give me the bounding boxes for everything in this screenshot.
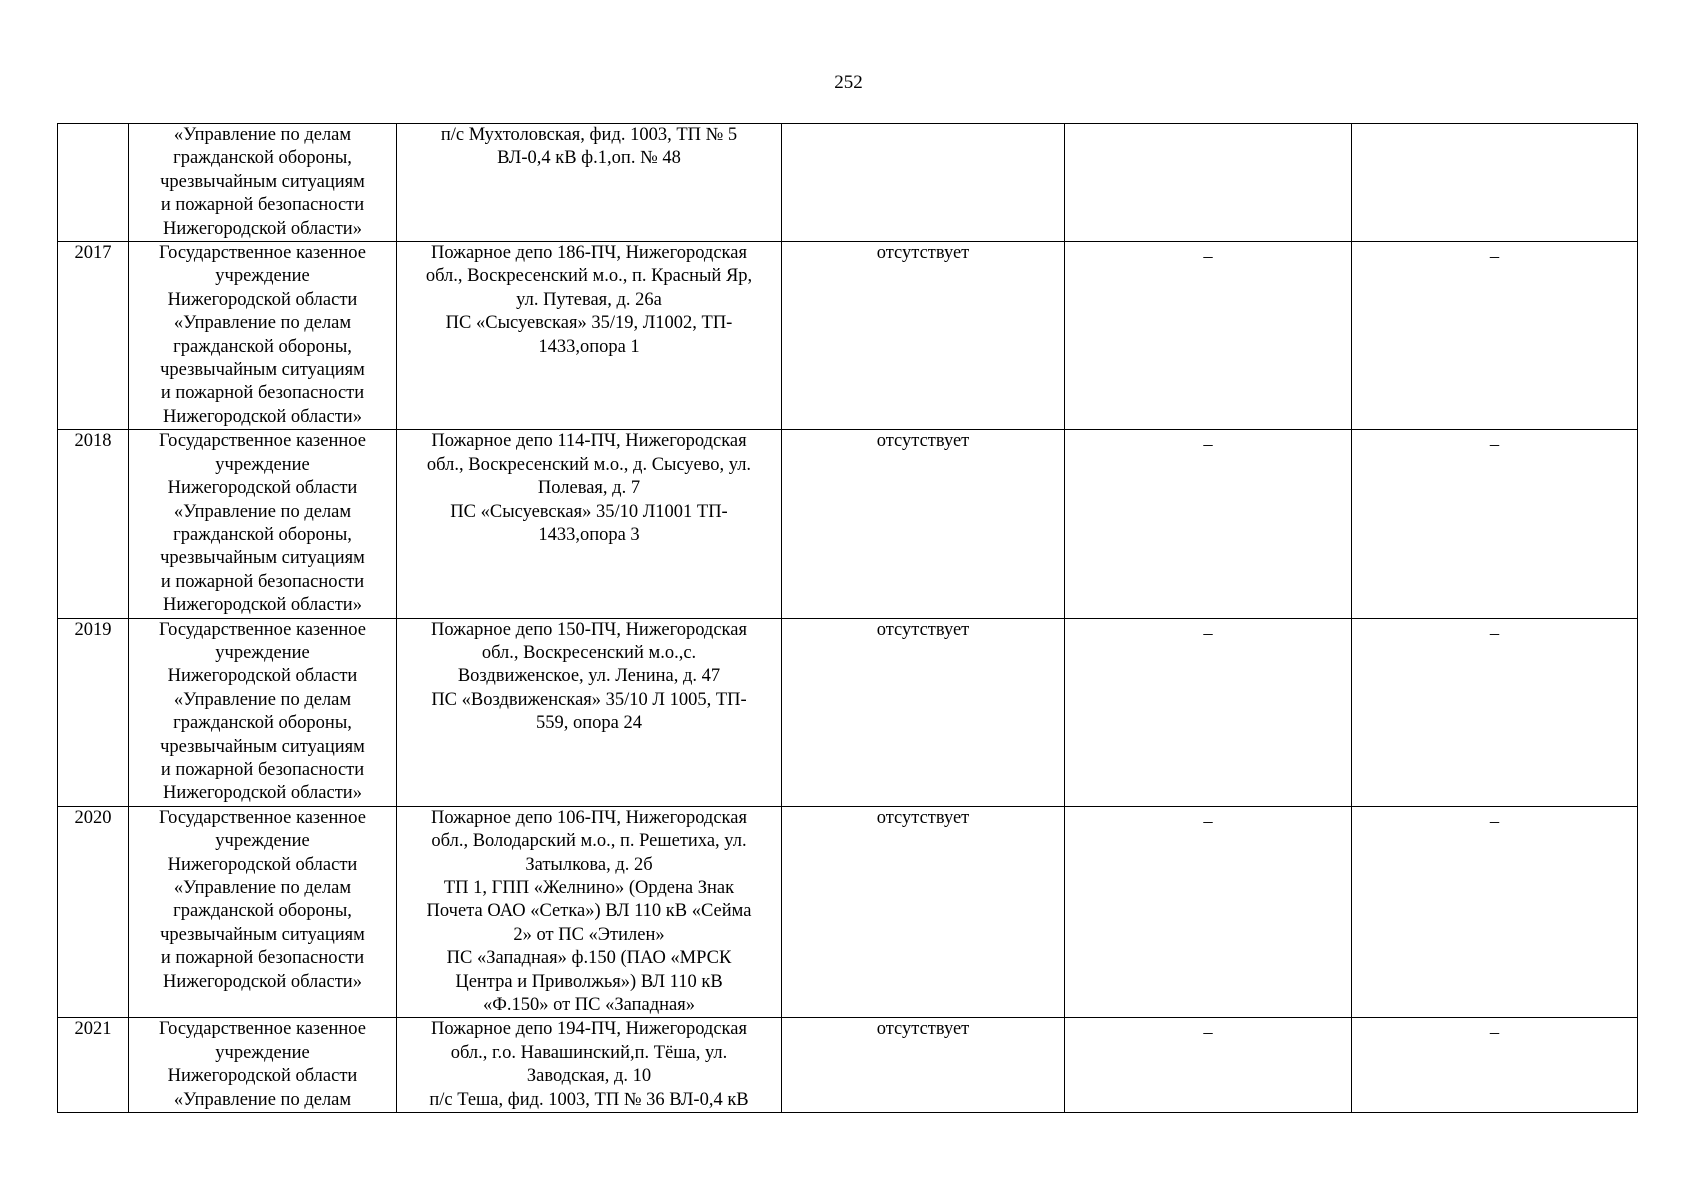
column5-cell: [1065, 430, 1352, 618]
row-number-cell: [58, 242, 129, 430]
address-cell: [397, 618, 782, 806]
network-connection: ПС «Сысуевская» 35/10 Л1001 ТП- 1433,опора 3: [450, 501, 728, 545]
status-cell: [782, 806, 1065, 1018]
row-number: 2021: [74, 1019, 112, 1040]
organization-name: «Управление по делам гражданской обороны, чрезвычайным ситуациям и пожарной безопасности Нижегородской области»: [160, 125, 365, 239]
column6-cell: [1352, 806, 1638, 1018]
column6-value: –: [1489, 247, 1500, 268]
status-cell: [782, 242, 1065, 430]
network-connection: п/с Теша, фид. 1003, ТП № 36 ВЛ-0,4 кВ: [429, 1089, 749, 1110]
network-connection: ТП 1, ГПП «Желнино» (Ордена Знак Почета ОАО «Сетка») ВЛ 110 кВ «Сейма 2» от ПС «Этилен» ПС «Западная» ф.150 (ПАО «МРСК Центра и Приволжья») ВЛ 110 кВ «Ф.150» от ПС «Западная»: [426, 878, 752, 1016]
organization-name: Государственное казенное учреждение Нижегородской области «Управление по делам гражданской обороны, чрезвычайным ситуациям и пожарной безопасности Нижегородской области»: [159, 243, 366, 427]
address-cell: [397, 806, 782, 1018]
column6-value: –: [1489, 623, 1500, 644]
status-text: отсутствует: [876, 807, 970, 828]
status-text: отсутствует: [876, 243, 970, 264]
status-cell: [782, 124, 1065, 242]
row-number: 2018: [74, 431, 112, 452]
table-row: [58, 618, 1638, 806]
address-cell: [397, 124, 782, 242]
table-row: [58, 806, 1638, 1018]
column5-cell: [1065, 1018, 1352, 1113]
row-number-cell: [58, 1018, 129, 1113]
address-cell: [397, 242, 782, 430]
object-address: Пожарное депо 150-ПЧ, Нижегородская обл., Воскресенский м.о.,с. Воздвиженское, ул. Ленина, д. 47: [431, 619, 747, 687]
table-row: [58, 124, 1638, 242]
organization-name: Государственное казенное учреждение Нижегородской области «Управление по делам гражданской обороны, чрезвычайным ситуациям и пожарной безопасности Нижегородской области»: [159, 431, 366, 616]
object-address: Пожарное депо 106-ПЧ, Нижегородская обл., Володарский м.о., п. Решетиха, ул. Затылкова, д. 2б: [431, 807, 747, 875]
table-row: [58, 242, 1638, 430]
row-number-cell: [58, 806, 129, 1018]
organization-cell: [129, 1018, 397, 1113]
column5-value: –: [1203, 247, 1213, 268]
column5-value: –: [1203, 811, 1213, 832]
column5-cell: [1065, 124, 1352, 242]
network-connection: п/с Мухтоловская, фид. 1003, ТП № 5 ВЛ-0,4 кВ ф.1,оп. № 48: [440, 125, 738, 169]
column6-cell: [1352, 430, 1638, 618]
network-connection: ПС «Воздвиженская» 35/10 Л 1005, ТП- 559, опора 24: [431, 689, 747, 734]
organization-name: Государственное казенное учреждение Нижегородской области «Управление по делам гражданской обороны, чрезвычайным ситуациям и пожарной безопасности Нижегородской области»: [159, 807, 366, 992]
object-address: Пожарное депо 114-ПЧ, Нижегородская обл., Воскресенский м.о., д. Сысуево, ул. Полевая, д. 7: [426, 431, 752, 499]
object-address: Пожарное депо 186-ПЧ, Нижегородская обл., Воскресенский м.о., п. Красный Яр, ул. Путевая, д. 26а: [425, 243, 753, 310]
column5-value: –: [1203, 435, 1213, 456]
document-table: [57, 123, 1638, 1113]
column5-value: –: [1203, 623, 1213, 644]
organization-cell: [129, 124, 397, 242]
network-connection: ПС «Сысуевская» 35/19, Л1002, ТП- 1433,опора 1: [445, 313, 733, 357]
column5-cell: [1065, 242, 1352, 430]
column6-value: –: [1489, 435, 1500, 456]
column6-cell: [1352, 1018, 1638, 1113]
status-cell: [782, 618, 1065, 806]
row-number: 2019: [74, 619, 112, 640]
status-text: отсутствует: [876, 431, 970, 452]
organization-cell: [129, 242, 397, 430]
row-number: 2020: [74, 807, 112, 828]
column6-value: –: [1489, 811, 1500, 832]
column6-cell: [1352, 242, 1638, 430]
status-cell: [782, 430, 1065, 618]
organization-cell: [129, 430, 397, 618]
column6-cell: [1352, 618, 1638, 806]
column6-cell: [1352, 124, 1638, 242]
table-row: [58, 1018, 1638, 1113]
row-number: 2017: [74, 243, 112, 264]
organization-name: Государственное казенное учреждение Нижегородской области «Управление по делам: [159, 1019, 366, 1110]
organization-cell: [129, 806, 397, 1018]
status-cell: [782, 1018, 1065, 1113]
column5-value: –: [1203, 1023, 1213, 1044]
column5-cell: [1065, 806, 1352, 1018]
organization-cell: [129, 618, 397, 806]
row-number-cell: [58, 124, 129, 242]
page-number: 252: [834, 72, 863, 93]
column6-value: [1356, 124, 1633, 128]
column5-cell: [1065, 618, 1352, 806]
status-text: отсутствует: [876, 1019, 970, 1040]
column6-value: –: [1489, 1023, 1500, 1044]
address-cell: [397, 1018, 782, 1113]
column5-value: [1069, 124, 1347, 128]
row-number-cell: [58, 430, 129, 618]
row-number-cell: [58, 618, 129, 806]
table-row: [58, 430, 1638, 618]
object-address: Пожарное депо 194-ПЧ, Нижегородская обл., г.о. Навашинский,п. Тёша, ул. Заводская, д. 10: [431, 1019, 747, 1087]
organization-name: Государственное казенное учреждение Нижегородской области «Управление по делам гражданской обороны, чрезвычайным ситуациям и пожарной безопасности Нижегородской области»: [159, 619, 366, 804]
address-cell: [397, 430, 782, 618]
status-text: отсутствует: [876, 619, 970, 640]
